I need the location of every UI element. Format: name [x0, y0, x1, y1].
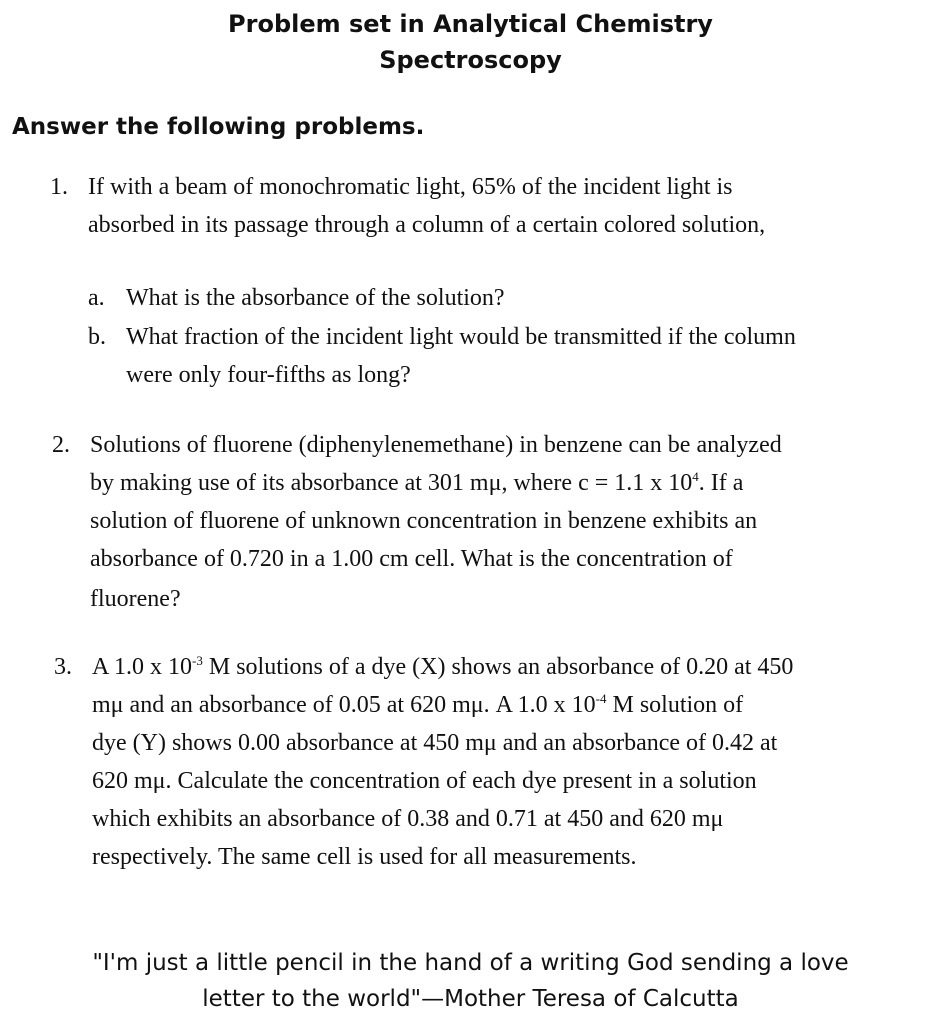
section-heading: Answer the following problems. — [12, 114, 425, 140]
problem-2-number: 2. — [52, 432, 70, 458]
problem-3-line-1: A 1.0 x $10^{-3}$ M solutions of a dye (X) shows an absorbance of 0.20 at 450 — [92, 653, 794, 680]
problem-1a-label: a. — [88, 285, 105, 311]
problem-2-line-4: absorbance of 0.720 in a 1.00 cm cell. What is the concentration of — [90, 546, 733, 572]
problem-3-number: 3. — [54, 654, 72, 680]
problem-2-line-1: Solutions of fluorene (diphenylenemethane) in benzene can be analyzed — [90, 432, 782, 458]
problem-2-line-5: fluorene? — [90, 586, 181, 612]
problem-1-number: 1. — [50, 174, 68, 200]
problem-1-line-1: If with a beam of monochromatic light, 65% of the incident light is — [88, 174, 733, 200]
problem-3-line-3: dye (Y) shows 0.00 absorbance at 450 mμ and an absorbance of 0.42 at — [92, 730, 778, 756]
problem-1-line-2: absorbed in its passage through a column of a certain colored solution, — [88, 212, 766, 238]
problem-2-line-2: by making use of its absorbance at 301 mμ, where c = 1.1 x $10^4$. If a — [90, 469, 744, 496]
page-title: Problem set in Analytical Chemistry — [228, 10, 713, 38]
quote-line-1: "I'm just a little pencil in the hand of a writing God sending a love — [92, 950, 849, 976]
problem-3-line-4: 620 mμ. Calculate the concentration of each dye present in a solution — [92, 768, 757, 794]
page-subtitle: Spectroscopy — [379, 46, 562, 74]
problem-1a-text: What is the absorbance of the solution? — [126, 285, 505, 311]
problem-3-line-6: respectively. The same cell is used for all measurements. — [92, 844, 637, 870]
problem-1b-line-1: What fraction of the incident light would be transmitted if the column — [126, 324, 796, 350]
problem-3-line-5: which exhibits an absorbance of 0.38 and 0.71 at 450 and 620 mμ — [92, 806, 724, 832]
problem-1b-line-2: were only four-fifths as long? — [126, 362, 411, 388]
quote-line-2: letter to the world"—Mother Teresa of Calcutta — [202, 986, 739, 1012]
problem-1b-label: b. — [88, 324, 106, 350]
problem-2-line-3: solution of fluorene of unknown concentration in benzene exhibits an — [90, 508, 758, 534]
problem-3-line-2: mμ and an absorbance of 0.05 at 620 mμ. A 1.0 x $10^{-4}$ M solution of — [92, 691, 744, 718]
